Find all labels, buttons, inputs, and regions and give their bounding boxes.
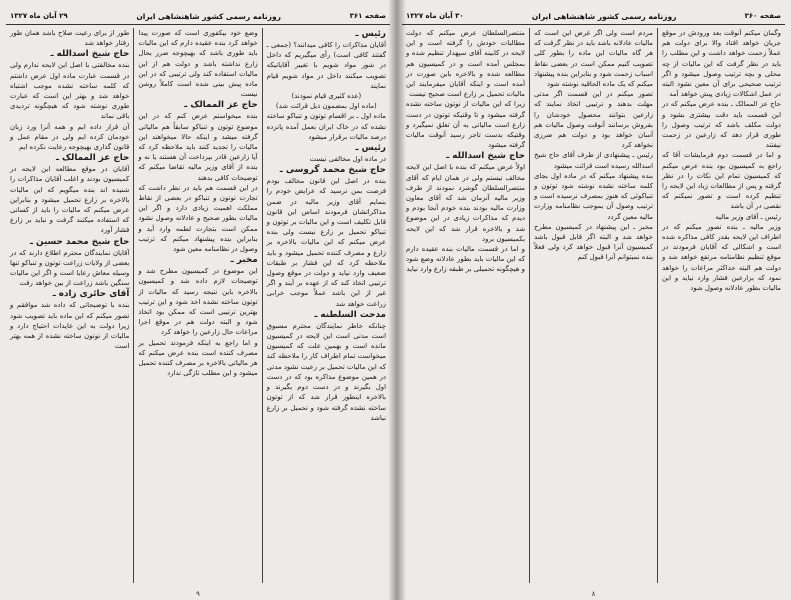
- paragraph: آن قرار داده ایم و همه آنرا ورد زبان خودمان کرده ایم ولی در مقام عمل و قانون گذاری بهیچوجه رعایت نکرده ایم: [10, 122, 130, 152]
- speaker-name: حاج شیخ محمد گروسی ـ: [279, 165, 386, 176]
- paragraph: وگمان میکنم آنوقت بعد ورودش در موقع جریان خواهد افتاد والا برای دولت هم عملاً زحمت خواهد داشت و این مطلب را باید در نظر گرفت که این مالیات از چه محلی و بچه ترتیب وصول میشود و اگر ترتیب صحیحی برای آن معین نشود البته در عمل اشکالات زیادی پیش خواهد آمد: [662, 29, 781, 99]
- paragraph: بنده پیشنهاد میکنم که در ماده اول بجای کلمه ساخته نشده نوشته شود توتون و تنباکوئی که هنوز بمصرف نرسیده است و ترتیب وصول آن بموجب نظامنامه وزارت مالیه معین گردد: [534, 171, 653, 221]
- page-footer-number: ۹: [196, 590, 200, 598]
- paragraph: آقایان در موقع مطالعه این لایحه در کمیسیون بودند و اغلب آقایان مذاکرات را شنیده اند بنده میگویم که این مالیات بالاخره بر زارع تحمیل میشود و بنابراین عرض میکنم که مالیات را باید از کسانی که استفاده میکنند گرفت و نباید بر زارع فشار آورد: [10, 165, 130, 235]
- paragraph: زیرا که این مالیات از توتون ساخته نشده گرفته میشود و تا وقتیکه توتون در دست زارع است مالیاتی به آن تعلق نمیگیرد و وقتیکه بدست تاجر رسید آنوقت مالیات گرفته میشود: [406, 100, 525, 150]
- paragraph: در این قسمت هم باید در نظر داشت که تجارت توتون و تنباکو در بعضی از نقاط مملکت اهمیت زیادی دارد و اگر این مالیات بطور صحیح و عادلانه وصول نشود ممکن است بتجارت لطمه وارد آید و بنابراین بنده پیشنهاد میکنم که ترتیب وصول در نظامنامه معین شود: [138, 183, 258, 254]
- text-column: [402, 28, 530, 583]
- issue-date: ۳۰ آبان ماه ۱۳۲۷: [406, 12, 464, 20]
- speaker-name: حاج شیخ اسدالله ـ: [446, 151, 525, 162]
- centered-note: (عده کثیری قیام نمودند): [291, 92, 362, 101]
- paragraph: چنانکه خاطر نمایندگان محترم مسبوق است مدتی است این لایحه در کمیسیون مانده است و بهمین علت که کمیسیون میخواست تمام اطراف کار را ملاحظه کند که این مالیات تحمیل بر رعیت نشود مدتی در همین موضوع مذاکره بود که در دست اول بگیرند و در دست دوم بگیرند و بالاخره اینطور قرار شد که از توتون ساخته نشده گرفته شود و تحمیل بر زارع نباشد: [266, 321, 386, 422]
- page-right: [396, 0, 791, 600]
- page-header: [402, 8, 785, 25]
- paragraph: بنده در اصل این قانون مخالف بودم فرصت بمن نرسید که عرایض خودم را بنمایم آقای وزیر مالیه در ضمن مذاکراتشان فرمودند اساس این قانون قابل تکلیف است و این مالیات بر توتون و تنباکو تحمیل بر زارع نیست ولی بنده عرض میکنم که این مالیات بالاخره بر زارع و مصرف کننده تحمیل میشود و باید ملاحظه کرد که این فشار بر طبقات ضعیف وارد نیاید و دولت در موقع وصول ترتیبی اتخاذ کند که از عهده بر آیند و اگر غیر از این باشد عملاً موجب خرابی زراعت خواهد شد: [266, 177, 386, 308]
- paragraph: رئیس ـ آقای وزیر مالیه: [715, 212, 781, 221]
- paragraph: وضع خود بیکفوری است که صورت پیدا خواهد کرد بنده عقیده دارم که این مالیات باید طوری باشد که بهیچوجه ضرر بحال زارع نداشته باشد و دولت هم از این مالیات استفاده کند ولی ترتیبی که در این ماده پیش بینی شده است کاملاً روشن نیست: [138, 29, 258, 99]
- issue-date: ۲۹ آبان ماه ۱۳۲۷: [10, 12, 68, 20]
- speaker-name: آقای حائری زاده ـ: [52, 289, 130, 300]
- text-column: [6, 28, 134, 583]
- paragraph: تصور میکنم در این قسمت اگر مدتی مهلت بدهند و ترتیبی اتخاذ نمایند که زارعین بتوانند محصول خودشان را بفروش برسانند آنوقت وصول مالیات هم آسان خواهد بود و دولت هم ضرری نخواهد کرد: [534, 90, 653, 150]
- speaker-name: رئیس ـ: [355, 143, 386, 154]
- paragraph: طور از برای رعیت صلاح باشد همان طور رفتار خواهد شد: [10, 29, 130, 48]
- page-number-label: صفحه ۳۶۰: [744, 12, 781, 20]
- centered-note: (ماده اول بمضمون ذیل قرائت شد): [275, 102, 377, 111]
- speaker-name: مدحت السلطنه ـ: [314, 309, 386, 320]
- text-column: [134, 28, 262, 583]
- speaker-name: رئیس ـ: [355, 29, 386, 39]
- newspaper-title: روزنامه رسمی کشور شاهنشاهی ایران: [136, 11, 281, 21]
- paragraph: و اما راجع به اینکه فرمودند تحمیل بر مصرف کننده است بنده عرض میکنم که هر مالیاتی بالاخره بر مصرف کننده تحمیل میشود و این مطلب تازگی ندارد: [138, 338, 258, 378]
- speaker-name: مخبر ـ: [230, 255, 258, 266]
- paragraph: ماده اول ـ بر اقسام توتون و تنباکو ساخته نشده که در خاک ایران بعمل آمده پانزده درصد مالیات برقرار میشود: [266, 112, 386, 141]
- paragraph: و اما در قسمت دوم فرمایشات آقا که راجع به کمیسیون بود بنده عرض میکنم که کمیسیون تمام این نکات را در نظر گرفته و پس از مطالعات زیاد این لایحه را تنظیم کرده است و تصور نمیکنم که نقصی در آن باشد: [662, 151, 781, 211]
- paragraph: آقایان مذاکرات را کافی میدانند؟ (جمعی ـ گفتند کافی است) رأی میگیریم که داخل در شور مواد شویم با تغییر آقایانیکه تصویب میکنند داخل در مواد شویم قیام نمایند: [266, 41, 386, 90]
- page-header: [6, 8, 390, 25]
- page-number-label: صفحه ۳۶۱: [349, 12, 386, 20]
- paragraph: اولاً عرض میکنم که بنده با اصل این لایحه مخالف نیستم ولی در همان ایام که آقای منتصرالسلطان گوشزد نمودند از طرف وزیر مالیه آنزمان شد که آقای معاون وزارت مالیه بودند بنده خودم آنجا بودم و دیدم که مذاکرات زیادی در این موضوع شد و بالاخره قرار شد که این لایحه بکمیسیون برود: [406, 163, 525, 243]
- paragraph: رئیس ـ پیشنهادی از طرف آقای حاج شیخ اسدالله رسیده است قرائت میشود: [534, 151, 653, 170]
- newspaper-title: روزنامه رسمی کشور شاهنشاهی ایران: [531, 11, 677, 21]
- paragraph: بنده با توضیحاتی که داده شد موافقم و تصور میکنم که این ماده باید تصویب شود زیرا دولت به این عایدات احتیاج دارد و مالیات از توتون ساخته نشده از همه بهتر است: [10, 301, 130, 351]
- speaker-name: حاج شیخ اسدالله ـ: [50, 49, 130, 60]
- paragraph: مردم است ولی اگر غرض این است که مالیات عادلانه باشد باید در نظر گرفت که هر گاه مالیات این ماده را بطور کلی تصویب کنیم ممکن است در بعضی نقاط اسباب زحمت شود و بنابراین بنده پیشنهاد میکنم که یک ماده الحاقیه نوشته شود: [534, 29, 653, 89]
- paragraph: و اما در قسمت مالیات بنده عقیده دارم که این مالیات باید بطور عادلانه وضع شود و هیچگونه تحمیلی بر طبقه زارع وارد نیاید: [406, 245, 525, 274]
- page-footer-number: ۸: [591, 590, 596, 598]
- paragraph: منتصرالسلطان عرض میکنم که دولت مطالبات خودش را گرفته است و این لایحه در کابینه آقای سپهدار تنظیم شده و بمجلس آمده است و در کمیسیون هم مطالعه شده و بالاخره باین صورت در آمده است و اینکه آقایان میفرمایند این مالیات تحمیل بر زارع است صحیح نیست: [406, 29, 525, 99]
- paragraph: در ماده اول مخالفی نیست: [309, 155, 386, 164]
- text-column: [530, 28, 658, 583]
- speaker-name: حاج عز الممالک ـ: [184, 100, 258, 111]
- columns-container: [402, 28, 785, 583]
- speaker-name: حاج شیخ محمد حسین ـ: [29, 236, 130, 247]
- text-column: [658, 28, 785, 583]
- speaker-name: حاج عز الممالک ـ: [55, 153, 130, 164]
- paragraph: وزیر مالیه ـ بنده تصور میکنم که در اطراف این لایحه بقدر کافی مذاکره شده است و اشکالی که آقایان فرمودند در موقع تنظیم نظامنامه مرتفع خواهد شد و دولت هم البته حداکثر مراعات را خواهد نمود که بزارعین فشار وارد نیاید و این مالیات بطور عادلانه وصول شود: [662, 222, 781, 293]
- paragraph: حاج عز الممالک ـ بنده عرض میکنم که در این قسمت باید دقت بیشتری بشود و دولت مکلف باشد که ترتیب وصول را طوری قرار دهد که زارعین در زحمت نیفتند: [662, 100, 781, 150]
- text-column: [263, 28, 390, 583]
- paragraph: مخبر ـ این پیشنهاد در کمیسیون مطرح خواهد شد و البته اگر قابل قبول باشد کمیسیون آنرا قبول خواهد کرد ولی فعلاً بنده نمیتوانم آنرا قبول کنم: [534, 222, 653, 262]
- paragraph: این موضوع در کمیسیون مطرح شد و توضیحات لازم داده شد و کمیسیون بالاخره باین نتیجه رسید که مالیات از توتون ساخته نشده اخذ شود و این ترتیب بهترین ترتیبی است که ممکن بود اتخاذ شود و البته دولت هم در موقع اجرا مراعات حال زارعین را خواهد کرد: [138, 267, 258, 337]
- columns-container: [6, 28, 390, 583]
- paragraph: بنده مخالفتی با اصل این لایحه ندارم ولی در قسمت عبارت ماده اول عرض داشتم که کلمه ساخته نشده موجب اشتباه خواهد شد و بهتر این است که عبارت طوری نوشته شود که هیچگونه تردیدی باقی نماند: [10, 61, 130, 121]
- paragraph: بنده میخواستم عرض کنم که در این موضوع توتون و تنباکو سابقاً هم مالیاتی گرفته میشد و اینکه حالا میخواهند این مالیات را تجدید کنند باید ملاحظه کرد که آیا زارعین قادر بپرداخت آن هستند یا نه و بنده از آقای وزیر مالیه تقاضا میکنم که توضیحات کافی بدهند: [138, 112, 258, 182]
- paragraph: آقایان نمایندگان محترم اطلاع دارند که در بعضی از ولایات زراعت توتون و تنباکو تنها وسیله معاش رعایا است و اگر این مالیات سنگین باشد زراعت از بین خواهد رفت: [10, 248, 130, 288]
